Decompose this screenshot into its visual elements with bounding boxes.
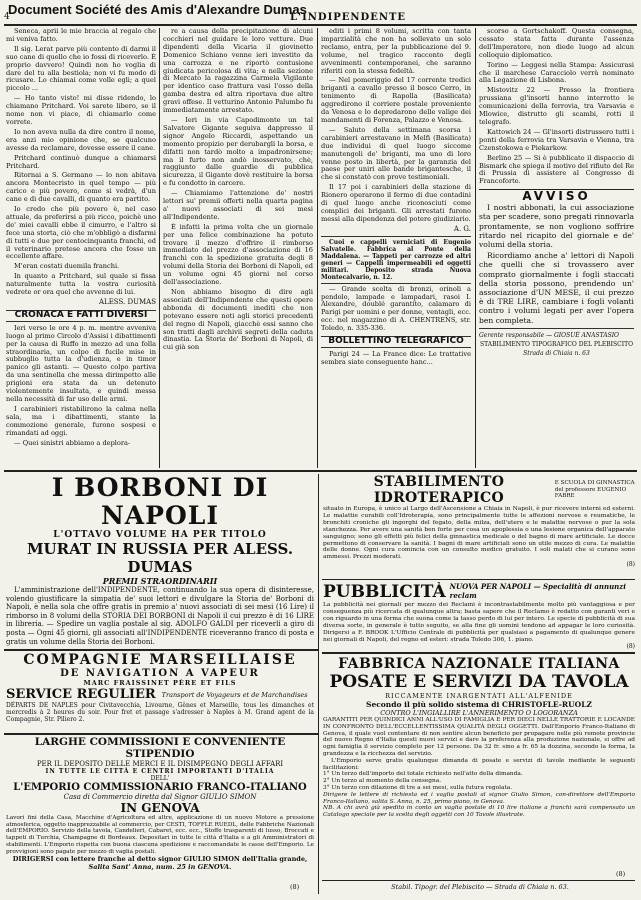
ad-subtitle-2: Secondo il più solido sistema di CHRISTOFLE-RUOLZ — [366, 700, 592, 709]
header-rule — [4, 24, 637, 26]
column-4 — [479, 28, 634, 468]
masthead: L'INDIPENDENTE — [290, 12, 407, 23]
paragraph: — Ho tanto visto! mi disse ridendo, lo chiamano Pritchard. Voi sarete libero, se il nome non vi piace, di chiamarlo come vorrete. — [6, 94, 156, 126]
section-rule — [322, 652, 635, 654]
ad-list-item: 3° Un terzo con dilazione di tre a sei mesi, sulla futura regolata. — [323, 784, 513, 791]
telegraph-item: Parigi 24 — La France dice: Le trattative sembra siate conseguente hanc... — [321, 350, 471, 366]
ad-title: STABILIMENTO IDROTERAPICO — [373, 474, 505, 506]
ad-body: DÉPARTS DE NAPLES pour Civitavecchia, Livourne, Gênes et Marseille, tous les dimanches et mercredis à 2 heures du soir. Pour fret et passage s'adresser à Naples à M. Grand agent de la Compagnie, Str. Piliero 2. — [6, 702, 314, 723]
ad-headline: NUOVA PER NAPOLI — Specialità di annunzi reclam — [449, 582, 626, 600]
column-3 — [321, 28, 471, 468]
section-rule — [322, 880, 635, 881]
column-divider — [159, 28, 160, 468]
ad-subtitle: DE NAVIGATION A VAPEUR — [60, 668, 260, 679]
telegraph-heading: BOLLETTINO TELEGRAFICO — [321, 336, 471, 348]
paragraph: re a causa della precipitazione di alcuni cocchieri nel guidare le loro vetture. Due dipendenti della Vicaria il giovinetto Domenico Schiano venne ieri investito da una carrozza e ne riportò contusione giudicata pericolosa di vita; e nella sezione di Mercato la ragazzina Carmela Vigilante per identico caso frattura vasi l'osso della gamba destra ed altra riportava due altre gravi offese. Il vetturino Antonio Palumbo fu immediatamente arrestato. — [163, 28, 313, 115]
ad-title: LARGHE COMMISSIONI E CONVENIENTE STIPENDIO — [34, 736, 286, 760]
paragraph: Berlino 25 — Si è pubblicato il dispaccio di Bismark che spiega il motivo del rifiuto del Re di Prussia di assistere al Congresso di Francoforte. — [479, 153, 634, 186]
paragraph: Mistovitz 22 — Presso la frontiera prussiana gl'insorti hanno interrotto le comunicazioni della ferrovia, tra Varsavia e Mlowice, distrutto gli scambi, rotti il telegrafo. — [479, 86, 634, 126]
ad-direction: Dirigere le lettere di richiesta ed i vaglia postali al signor Giulio Simon, con-direttore dell'Emporio Franco-Italiano, salita S. Anna, n. 25, primo piano, in Genova. — [323, 791, 635, 805]
page-header — [0, 0, 641, 22]
paragraph: editi i primi 8 volumi, scritta con tanta imparzialità che non ha sollevato un solo reclamo, entra, per la pubblicazione del 9. volume, nel tragico racconto degli avvenimenti contemporanei, che saranno riferiti con la stessa fedeltà. — [321, 28, 471, 75]
column-divider — [318, 474, 319, 894]
ad-body-2: L'Emporio serve gratis qualunque dimanda di posate e servizi di tavole mediante le seguenti facilitazioni: — [323, 757, 635, 771]
avviso-paragraph: Ricordiamo anche a' lettori di Napoli che quelli che si trovassero aver comprato giornalmente i fogli staccati della storia possono, prendendo un' associazione d'UN MESE, il cui prezzo è di TRE LIRE, cambiare i fogli volanti contro i volumi legati per aver l'opera ben completa. — [479, 251, 634, 325]
ad-title: FABBRICA NAZIONALE ITALIANA — [338, 656, 620, 672]
column-1 — [6, 28, 156, 468]
column-2 — [163, 28, 313, 468]
paragraph: — Nel pomeriggio del 17 corrente tredici briganti a cavallo presso il bosco Cerro, in tenimento di Rapolla (Basilicata) aggredirono il corriere postale proveniente da Venosa e lo depredarono delle valige dei mandamenti di Forenza, Palazzo e Venosa. — [321, 76, 471, 124]
ad-body: L'amministrazione dell'INDIPENDENTE, continuando la sua opera di disinteresse, volendo giustificare la simpatia de' suoi lettori e divulgare la Storia de' Borboni di Napoli, è nella sola che offre gratis in premio a' nuovi associati di sei mesi (16 Lire) il rimborso in 8 volumi della STORIA DEI BORBONI di Napoli il cui prezzo è di 16 LIRE in libreria. — Spedire un vaglia postale al sig. ADOLFO GALDI per riceverli a giro di posta — Ogni 45 giorni, gli associati all'INDIPENDENTE riceveranno franco di posta e gratis un volume della Storia dei Borboni. — [6, 586, 314, 646]
ad-subtitle: RICCAMENTE INARGENTATI ALL'ALFENIDE — [385, 692, 573, 700]
footer-stabilimento: Stabil. Tipogr. del Plebiscito — Strada di Chiaia n. 63. — [391, 883, 569, 891]
paragraph: Io non aveva nulla da dire contro il nome, era anzi mio opinione che, se qualcuno avesse da reclamare, dovesse essere il cane. — [6, 127, 156, 152]
advertisement-emporio — [6, 736, 314, 894]
ad-number: (8) — [290, 883, 300, 891]
paragraph: Il sig. Lerat parve più contento di darmi il suo cane di quello che io fossi di riceverlo. È proprio davvero! Quindi non ho voglia di dare del tu alla bestiola; non vi fu modo di ricusare. Lo chiamai come volle egli; a quel piccolo ... — [6, 44, 156, 93]
paragraph: — Saluto della settimana scorsa i carabinieri arrestavano in Melfi (Basilicata) due individui di quel luogo siccome manutengoli de' briganti, ma uno di loro venne posto in libertà, per la garanzia del paese per uniri alle bande brigantesche, il che si constatò con prove testimoniali. — [321, 125, 471, 182]
ad-subtitle: PER IL DEPOSITO DELLE MERCI E IL DISIMPEGNO DEGLI AFFARI — [36, 760, 284, 768]
ad-body: La pubblicità nei giornali per mezzo dei Reclami è incontrastabilmente molto più vantaggiosa e per conseguenza più ricercata di qualunque altra; basta sapere che il Reclamo è redatto con garanti veri e con riguardo in una forma che suona come la tasso perdo di lui per intero. Le specie di pubblicità di sua diversa sorte, in generale è tutto seguito, se alla fine gli uomini tendono ad appagar le loro curiosità. Dirigersi a F. BROOK L'Ufficio Centrale di pubblicità per qualsiasi a pagamento di qualunque genere nei giornali di Napoli, del regno ed esteri: strada Toledo 306, 1. piano. — [323, 602, 635, 643]
advertisement-pubblicita — [323, 582, 635, 650]
section-rule — [4, 733, 318, 735]
section-rule — [4, 470, 637, 472]
ad-subtitle-2: IN TUTTE LE CITTÀ E CENTRI IMPORTANTI D'ITALIA — [45, 768, 275, 775]
ad-direction: DIRIGERSI con lettere franche al detto signor GIULIO SIMON dell'Italia grande, — [12, 855, 308, 864]
paragraph: Kattowich 24 — Gl'insorti distrussero tutti i ponti della ferrovia tra Varsavia e Vienna, tra Czenstokowa e Piekarkow. — [479, 127, 634, 152]
advertisement-bronzi: — Grande scelta di bronzi, orinoli a pendolo, lampade e lampadari, rasoi I. Alexandre, doublé garantito, calamaro di Parigi per uomini e per donne, ventagli, ecc. ecc. nel magazzino di A. CHENTRENS, str. Toledo, n. 335-336. — [321, 284, 471, 333]
ad-emporio: L'EMPORIO COMMISSIONARIO FRANCO-ITALIANO — [13, 782, 307, 793]
ad-number: (8) — [616, 870, 626, 878]
ad-direction-2: Salita Sant' Anna, num. 25 in GENOVA. — [88, 863, 232, 872]
advertisement-idroterapico — [323, 474, 635, 578]
avviso-paragraph: I nostri abbonati, la cui associazione sta per scadere, sono pregati rinnovarla prontamente, se non vogliono soffrire ritardo nel ricapito del giornale e de' volumi della storia. — [479, 203, 634, 249]
paragraph: — Ieri in via Capodimonte un tal Salvatore Gigante seguiva dappresso il signor Angelo Riccardi, aspettando un momento propizio per derubargli la borsa, e difatti non tardò molto a impadronirsene; ma il furto non andò inosservato, chè, raggiunto dalle guardie di pubblica sicurezza, il Gigante dovè restituire la borsa e fu condotto in carcere. — [163, 115, 313, 188]
paragraph: M'eran costati duemila franchi. — [14, 262, 120, 271]
advertisement-fabbrica — [323, 656, 635, 878]
ad-title: I BORBONI DI NAPOLI — [51, 474, 269, 530]
column-divider — [317, 28, 318, 468]
paragraph: Ieri verso le ore 4 p. m. mentre avveniva luogo al primo Circolo d'Assisi i dibattimenti per la causa di Ruffo in mezzo ad una folla straordinaria, un colpo di fucile mise in subbuglio tutta la d'udienza, e in timor panico gli astanti. — Questo colpo partiva da una sentinella che messa dirimpetto alle prigioni era stata da un detenuto violentemente insultata, e quindi messa nella necessità di far uso delle armi. — [6, 323, 156, 403]
paragraph: — Quei sinistri abbiamo a deplora- — [14, 438, 131, 447]
paragraph: Io credo che più povero è, nel caso attuale, da preferirsi a più ricco, poichè uno de' miei cavalli ebbe il cimurro, e l'altro si fece una storta, ciò che m'obbligò a disfarmi di tutti e due per centocinquanta franchi, ed il veterinario pretese ancora che fosse un eccellente affare. — [6, 205, 156, 261]
ad-number: (8) — [626, 561, 635, 569]
paragraph: Non abbiamo bisogno di dire agli associati dell'Indipendente che questi opere abbonda di documenti inediti che non potevano essere noti agli storici precedenti del regno di Napoli, giacchè essi sanno che son tratti dagli archivii segreti della caduta dinastia. La Storia de' Borboni di Napoli, di cui già son — [163, 288, 313, 352]
paragraph: È infatti la prima volta che un giornale per una felice combinazione ha potuto trovare il mezzo d'offrire il rimborso immediato del prezzo d'associazione di 16 franchi con la spedizione gratuita degli 8 volumi della Storia dei Borboni di Napoli, ed un volume ogni 45 giorni nel corso dell'associazione. — [163, 222, 313, 287]
stabilimento-address: Strada di Chiaia n. 63 — [523, 349, 590, 357]
ad-title: COMPAGNIE MARSEILLAISE — [23, 652, 297, 668]
paragraph: In quanto a Pritchard, sul quale si fissa naturalmente tutta la vostra curiosità vedrete or ora quel che avvenne di lui. — [6, 272, 156, 297]
ad-title: PUBBLICITÀ — [323, 582, 446, 602]
avviso-heading: AVVISO — [522, 189, 591, 204]
ad-genova: IN GENOVA — [120, 801, 200, 815]
ad-subtitle-3: CONTRO L'INGIALLIRE L'ANNERIMENTO O LOGORANZA — [380, 709, 578, 717]
paragraph: Pritchard continuò dunque a chiamarsi Pritchard. — [6, 153, 156, 170]
ad-service: SERVICE REGULIER — [6, 687, 156, 702]
author-signature: A. G. — [453, 224, 471, 233]
section-rule — [4, 649, 318, 651]
section-rule — [322, 579, 635, 580]
gerente: Gerente responsabile — GIOSUÈ ANASTASIO — [479, 331, 619, 339]
ad-body: Lavori fini della Casa, Macchine d'Agricoltura ed altre, applicazione di un nuovo Motore a pressione atmosferica, oggetto inapprezzabile al commercio, per CESTI, TOFFLE RUEDL, delle Fabbriche Nazionali dell'EMPORIO. Servizio della tavola, Candelieri, Cabaret, ecc. ecc., Stoffe trasparenti di lusso, Broccati e tappeti di Turchia, Champagne di Bordeaux. Depositari in tutte le città d'Italia e a gli Amministratori di stabilimenti. L'Emporio rispetta con buona ciascuna spedizione e raccomandate le casse dell'Emporio. Le provvigioni sono pagate per mezzo di vaglia postali. — [6, 815, 314, 855]
page-number: 4 — [4, 12, 10, 22]
paragraph: Torino — Leggesi nella Stampa: Assicurasi che il marchese Caracciolo verrà nominato alla Legazione di Lisbona. — [479, 60, 634, 85]
ad-side-note: E SCUOLA DI GINNASTICA del professore EUGENIO FABRE — [554, 480, 635, 500]
ad-body: situato in Europa, è unico al Largo dell'Ascensione a Chiaia in Napoli, è pur ricevere interni ed esterni. Le malattie curabili coll'Idroterapia, sono principalmente tutte le affezioni nervose e reumatiche, le bronchiti croniche gli ingorghi del fegato, della milza, dell'utero e le malattie nervose o pur la sola stanchezza. Per avere una sanità ben forte per cosa un apoplessia o una lesione organica dell'apparato sanguigno; sono gli effetti più felici della ginnastica medicale o del bagno di mare artificiale. Le docce permettono di conservare la sanità. I bagni di mare artificiali sono un utile mezzo di cura. Le malattie delle donne. Ogni cura comincia con un consulto medico gratuito. I soli malati che si curano sono ammessi. Prezzi moderati. — [323, 506, 635, 561]
advertisement-borboni — [6, 474, 314, 646]
ad-list-item: 2° Un terzo al momento della consegna. — [323, 778, 442, 785]
paragraph: Ritornai a S. Germano — lo non abitava ancora Montecristo in quel tempo — più carico e più povero, come si vedrà, d'un cane e di due cavalli, di quanto era partito. — [6, 171, 156, 204]
ad-premi: PREMII STRAORDINARII — [102, 576, 218, 586]
advertisement-cuoi: Cuoi e cappelli verniciati di Eugenio Salvatelle. Fabbrica al Ponte della Maddalena. — Tappeti per carrozze ed altri generi — Cappelli impermeabili ed oggetti militari. Deposito strada Nuova Montecalvario, n. 12. — [321, 238, 471, 281]
paragraph: — Chiamiamo l'attenzione de' nostri lettori su' premii offerti nella quarta pagina a' nuovi associati di sei mesi all'Indipendente. — [163, 189, 313, 221]
stabilimento: STABILIMENTO TIPOGRAFICO DEL PLEBISCITO — [479, 340, 634, 348]
ad-casa: Casa di Commercio diretta dal Signor GIULIO SIMON — [63, 793, 257, 801]
paragraph: scorso a Gortschakoff. Questa consegna, cessato stata fatta durante l'assenza dell'Imperatore, non diede luogo ad alcun colloquio diplomatico. — [479, 28, 634, 59]
document-title: Document Société des Amis d'Alexandre Dumas — [8, 2, 307, 17]
ad-list-item: 1° Un terzo dell'importo del totale richiesto nell'atto della dimanda. — [323, 771, 523, 778]
ad-subtitle: L'OTTAVO VOLUME HA PER TITOLO — [53, 530, 267, 540]
ad-number: (8) — [626, 643, 635, 650]
ad-subtitle-2: MARC FRAISSINET PÈRE ET FILS — [83, 679, 237, 687]
paragraph: Il 17 poi i carabinieri della stazione di Rionero operarono il fermo di due contadini di quel luogo anche riconosciuti come complici dei briganti. Gli arrestati furono messi alla dipendenza del potere giudiziario. — [321, 183, 471, 223]
author-signature: ALESS. DUMAS — [98, 298, 156, 306]
paragraph: Seneca, aprii le mie braccia al regalo che mi veniva fatto. — [6, 28, 156, 43]
ad-nota-bene: NB. A chi avrà già spedito in conto un vaglia postale di 10 lire italiane a franchi sarà compensato un Catalogo speciale per la scelta degli oggetti con 10 Tavole illustrate. — [323, 805, 635, 819]
ad-subtitle-2: MURAT IN RUSSIA PER ALESS. DUMAS — [26, 540, 294, 576]
column-divider — [475, 28, 476, 468]
paragraph: I carabinieri ristabilirono la calma nella sala, ma i dibattimenti, stante la commozione generale, furono sospesi e rimandati ad oggi. — [6, 404, 156, 437]
ad-body: GARANTITI PER QUINDICI ANNI ALL'USO DI FAMIGLIA E PER DIECI NELLE TRATTORIE E LOCANDE IN CONFRONTO DELL'ECCELLENTISSIMA QUALITÀ DEGLI OGGETTI. Dall'Emporio Franco-Italiano di Genova, il quale vuol contentare di non sentire alcun beneficio per propagare nelle più remote provincie del nuovo Regno d'Italia questi nuovi servizi e dare la preferenza alla produzione nazionale, si offre ad ogni famiglia il servizio completo per 12 persone. Da 32 fr. sino a fr. 65 la dozzina, secondo la forma, la grandezza e la ricchezza del servizio. — [323, 717, 635, 757]
advertisement-marseillaise — [6, 652, 314, 732]
ad-dell: DELL' — [150, 775, 170, 782]
ad-service-text: Transport de Voyageurs et de Marchandises — [161, 690, 308, 699]
section-heading: CRONACA E FATTI DIVERSI — [6, 310, 156, 322]
ad-title-2: POSATE E SERVIZI DA TAVOLA — [329, 672, 629, 692]
